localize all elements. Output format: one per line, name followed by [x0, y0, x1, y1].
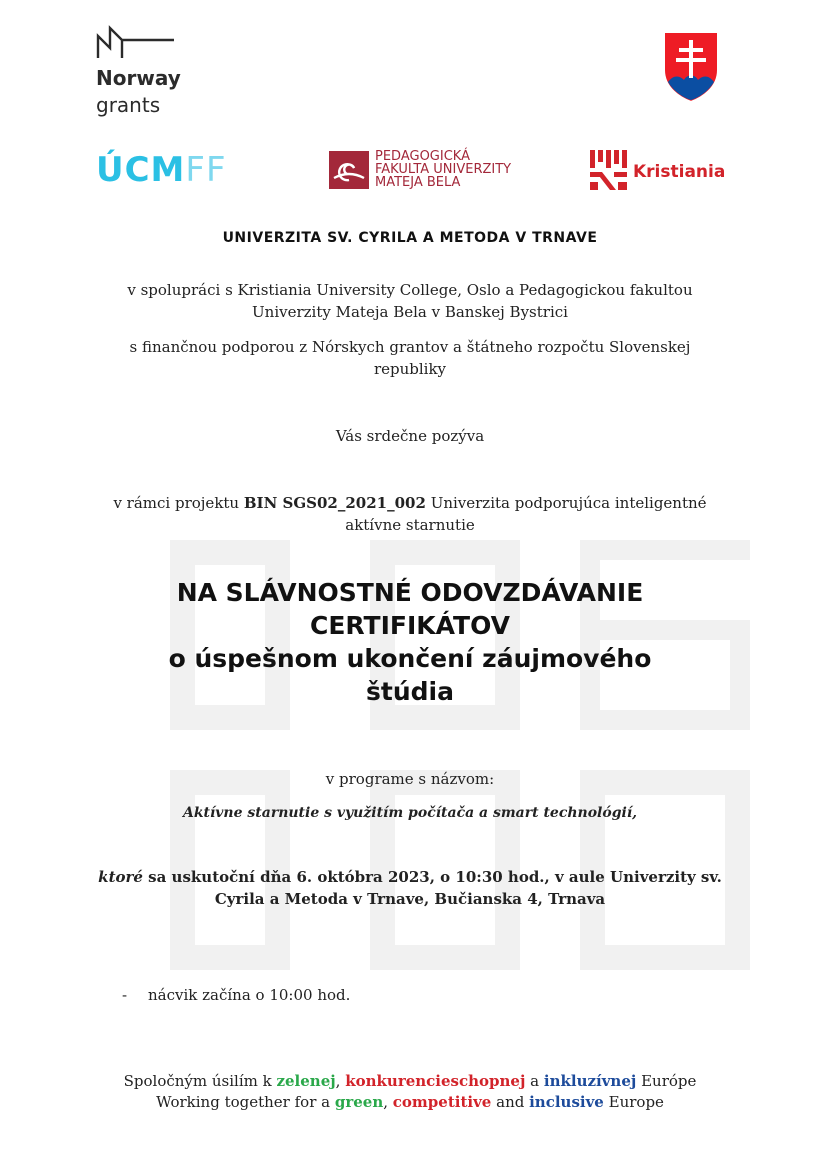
project-line-1 — [0, 492, 820, 514]
footer-en-d: Europe — [603, 1093, 664, 1111]
event-title — [0, 576, 820, 708]
note-bullet: - — [122, 986, 128, 1004]
title-line-4: štúdia — [366, 677, 454, 706]
footer-sk-d: Európe — [636, 1072, 697, 1090]
footer-sk-c: a — [525, 1072, 544, 1090]
event-rest: sa uskutoční dňa 6. októbra 2023, o 10:30 hod., v aule Univerzity sv. — [142, 868, 722, 886]
title-line-3: o úspešnom ukončení záujmového — [168, 644, 652, 673]
footer-sk-a: Spoločným úsilím k — [123, 1072, 277, 1090]
pf-line1: PEDAGOGICKÁ — [375, 149, 470, 164]
ucm-logo-main: ÚCM — [96, 150, 186, 190]
footer-en-b: , — [383, 1093, 393, 1111]
intro-line-2: Univerzity Mateja Bela v Banskej Bystrici — [252, 303, 568, 321]
ucm-ff-logo — [96, 150, 227, 190]
title-line-1: NA SLÁVNOSTNÉ ODOVZDÁVANIE — [176, 578, 644, 607]
footer-en-a: Working together for a — [156, 1093, 335, 1111]
norway-grants-title: Norway — [96, 66, 181, 90]
intro-line-4: republiky — [373, 360, 447, 378]
footer-sk-red: konkurencieschopnej — [345, 1072, 526, 1090]
norway-grants-subtitle: grants — [96, 93, 161, 117]
project-line-2: aktívne starnutie — [345, 516, 475, 534]
kristiania-logo-text: Kristiania — [633, 162, 726, 182]
footer-en-blue: inclusive — [529, 1093, 604, 1111]
title-line-2: CERTIFIKÁTOV — [309, 611, 511, 640]
program-label: v programe s názvom: — [325, 770, 495, 788]
footer-sk-blue: inkluzívnej — [543, 1072, 637, 1090]
footer-sk-b: , — [335, 1072, 346, 1090]
intro-line-3: s finančnou podporou z Nórskych grantov a štátneho rozpočtu Slovenskej — [129, 338, 691, 356]
program-name: Aktívne starnutie s využitím počítača a smart technológií, — [182, 805, 638, 821]
footer-slovak — [0, 1070, 820, 1092]
norway-grants-icon — [96, 22, 176, 62]
footer-en-c: and — [491, 1093, 530, 1111]
footer-en-red: competitive — [392, 1093, 492, 1111]
project-suffix: Univerzita podporujúca inteligentné — [425, 494, 707, 512]
invite-text: Vás srdečne pozýva — [335, 427, 485, 445]
pf-umb-logo-text — [375, 150, 511, 189]
pf-umb-book-icon — [328, 150, 370, 190]
project-code: BIN SGS02_2021_002 — [243, 494, 426, 512]
university-heading: UNIVERZITA SV. CYRILA A METODA V TRNAVE — [222, 230, 598, 246]
footer-en-green: green — [334, 1093, 384, 1111]
ucm-logo-suffix: FF — [185, 150, 227, 190]
event-italic: ktoré — [98, 868, 143, 886]
event-line-1 — [0, 866, 820, 888]
note-text: nácvik začína o 10:00 hod. — [148, 986, 351, 1004]
pf-line2: FAKULTA UNIVERZITY — [375, 162, 512, 177]
pf-line3: MATEJA BELA — [375, 175, 461, 190]
project-prefix: v rámci projektu — [113, 494, 244, 512]
slovak-coat-of-arms-icon — [662, 30, 720, 104]
footer-english — [0, 1091, 820, 1113]
kristiania-mark-icon — [590, 150, 628, 190]
event-line-2: Cyrila a Metoda v Trnave, Bučianska 4, Trnava — [214, 890, 606, 908]
intro-line-1: v spolupráci s Kristiania University College, Oslo a Pedagogickou fakultou — [127, 281, 693, 299]
footer-sk-green: zelenej — [276, 1072, 336, 1090]
